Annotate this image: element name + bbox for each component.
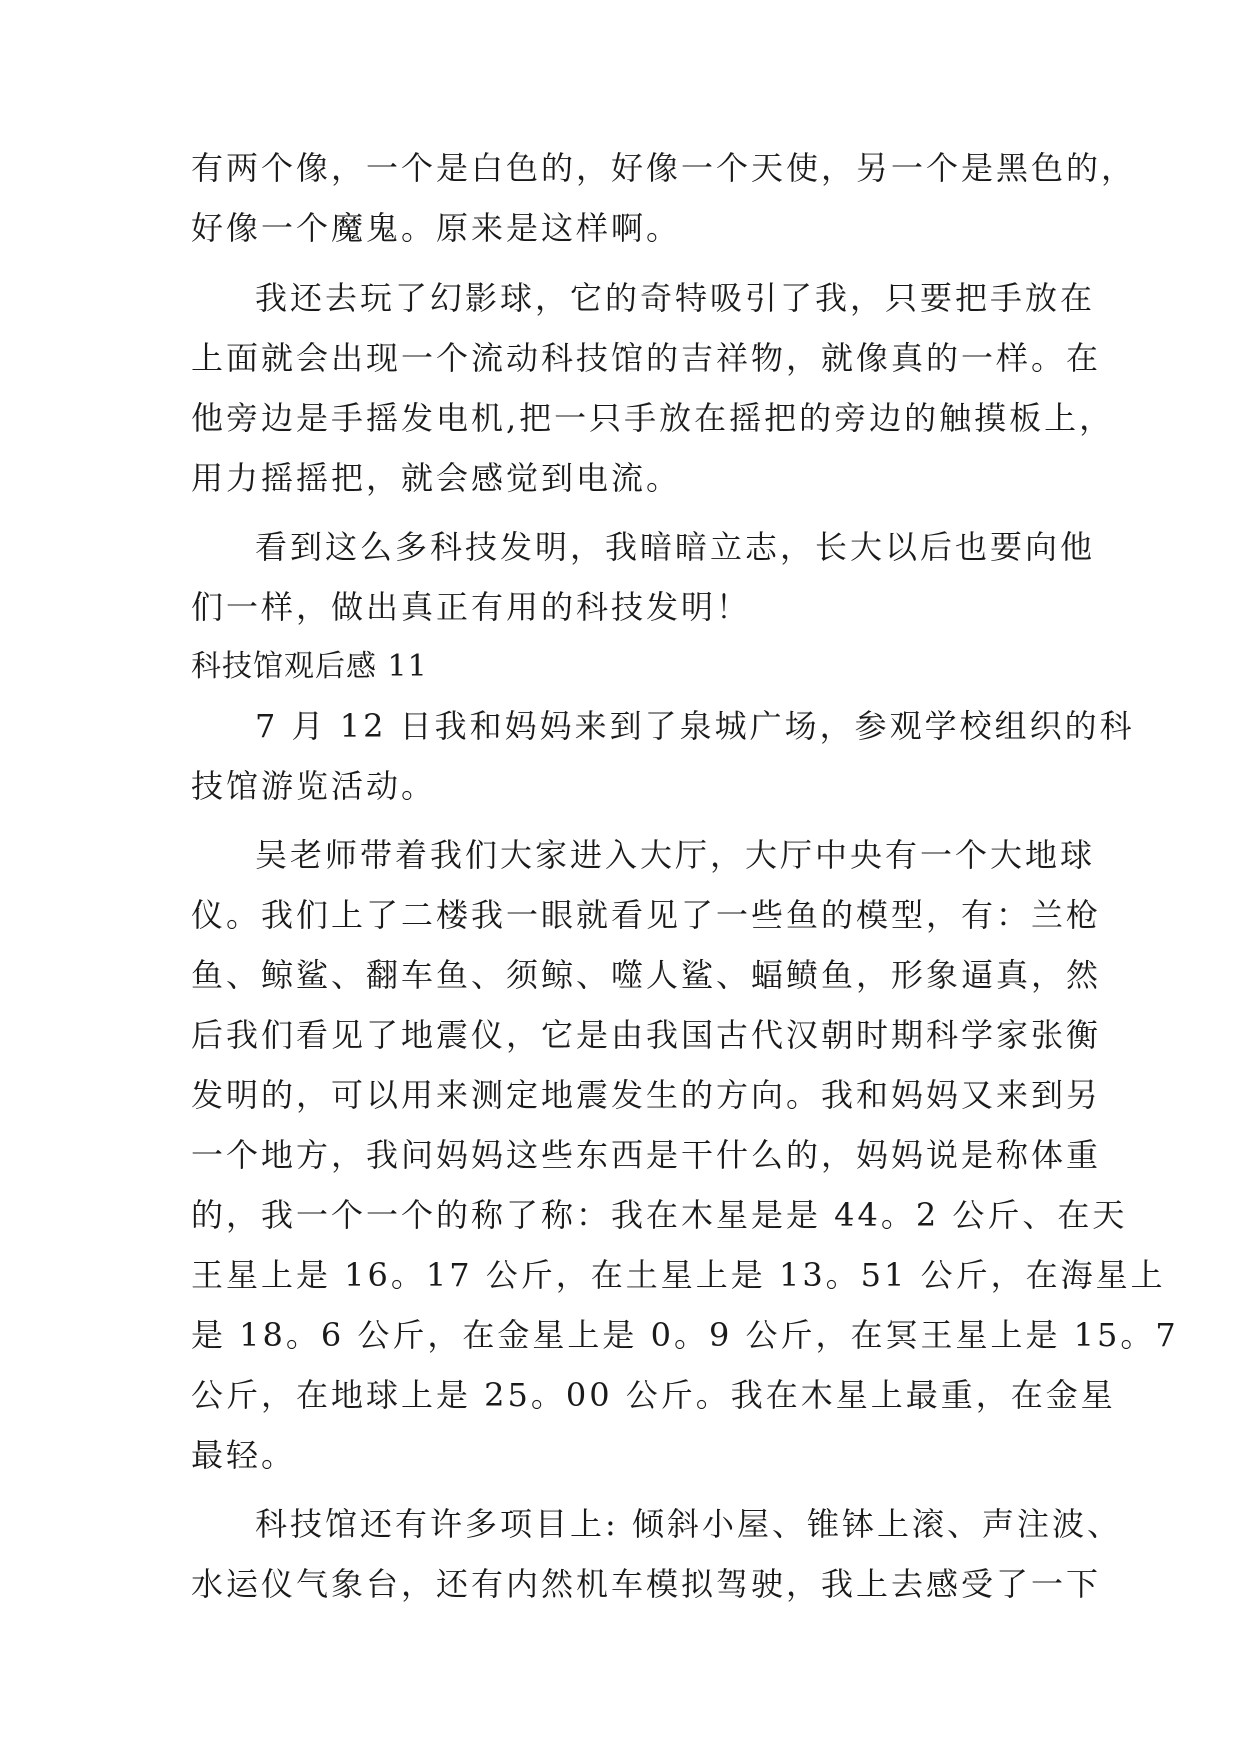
paragraph-start-line: 科技馆还有许多项目上: 倾斜小屋、锥钵上滚、声注波、 (255, 1505, 1122, 1543)
text-line: 的，我一个一个的称了称：我在木星是是 44。2 公斤、在天 (191, 1196, 1128, 1234)
text-line: 公斤，在地球上是 25。00 公斤。我在木星上最重，在金星 (191, 1376, 1116, 1414)
text-line: 技馆游览活动。 (191, 767, 437, 805)
text-line: 上面就会出现一个流动科技馆的吉祥物，就像真的一样。在 (191, 339, 1102, 377)
text-line: 鱼、鲸鲨、翻车鱼、须鲸、噬人鲨、蝠鲼鱼，形象逼真，然 (191, 956, 1102, 994)
text-line: 他旁边是手摇发电机,把一只手放在摇把的旁边的触摸板上， (191, 399, 1115, 437)
text-line: 一个地方，我问妈妈这些东西是干什么的，妈妈说是称体重 (191, 1136, 1102, 1174)
text-line: 后我们看见了地震仪，它是由我国古代汉朝时期科学家张衡 (191, 1016, 1102, 1054)
paragraph-start-line: 我还去玩了幻影球，它的奇特吸引了我，只要把手放在 (255, 279, 1096, 317)
text-line: 水运仪气象台，还有内然机车模拟驾驶，我上去感受了一下 (191, 1565, 1102, 1603)
text-line: 仪。我们上了二楼我一眼就看见了一些鱼的模型，有：兰枪 (191, 896, 1102, 934)
text-line: 王星上是 16。17 公斤，在土星上是 13。51 公斤，在海星上 (191, 1256, 1166, 1294)
text-line: 是 18。6 公斤，在金星上是 0。9 公斤，在冥王星上是 15。7 (191, 1316, 1179, 1354)
paragraph-start-line: 看到这么多科技发明，我暗暗立志，长大以后也要向他 (255, 528, 1096, 566)
paragraph-start-line: 吴老师带着我们大家进入大厅，大厅中央有一个大地球 (255, 836, 1096, 874)
text-line: 发明的，可以用来测定地震发生的方向。我和妈妈又来到另 (191, 1076, 1102, 1114)
text-line: 有两个像，一个是白色的，好像一个天使，另一个是黑色的， (191, 149, 1137, 187)
paragraph-start-line: 7 月 12 日我和妈妈来到了泉城广场，参观学校组织的科 (255, 707, 1135, 745)
text-line: 最轻。 (191, 1436, 297, 1474)
section-heading: 科技馆观后感 11 (191, 649, 428, 684)
text-line: 用力摇摇把，就会感觉到电流。 (191, 459, 682, 497)
text-line: 们一样，做出真正有用的科技发明！ (191, 588, 752, 626)
text-line: 好像一个魔鬼。原来是这样啊。 (191, 209, 682, 247)
